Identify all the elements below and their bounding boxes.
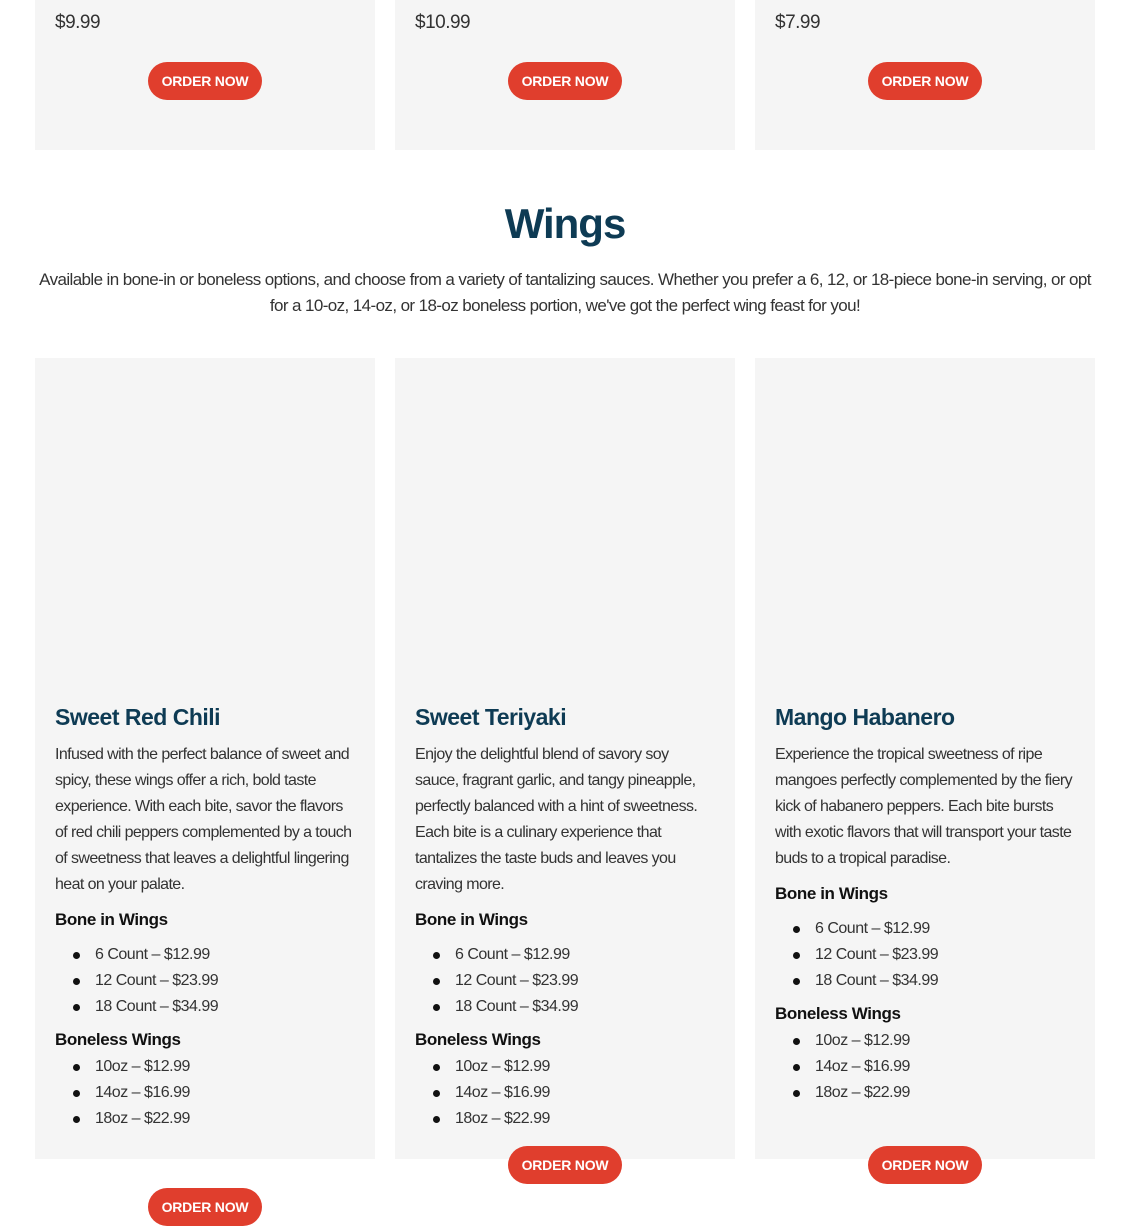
- boneless-list: [415, 1054, 715, 1132]
- list-item-label: 18oz – $22.99: [815, 1084, 910, 1101]
- bullet-icon: [433, 952, 440, 959]
- wing-description: Infused with the perfect balance of sweet and spicy, these wings offer a rich, bold taste experience. With each bite, savor the flavors of red chili peppers complemented by a touch of sweetness that leaves a delightful lingering heat on your palate.: [55, 746, 352, 893]
- list-item-label: 18oz – $22.99: [455, 1110, 550, 1127]
- list-item-label: 12 Count – $23.99: [815, 946, 939, 963]
- top-product-cards: [35, 0, 1095, 150]
- list-item: [95, 1080, 355, 1106]
- bullet-icon: [793, 1038, 800, 1045]
- list-item: [95, 1054, 355, 1080]
- wing-card-body: [55, 700, 355, 1138]
- bullet-icon: [73, 1116, 80, 1123]
- bullet-icon: [793, 1064, 800, 1071]
- list-item-label: 10oz – $12.99: [815, 1032, 910, 1049]
- list-item: [815, 1054, 1075, 1080]
- boneless-list: [775, 1028, 1075, 1106]
- wing-card: [35, 358, 375, 1215]
- bullet-icon: [433, 1090, 440, 1097]
- boneless-list: [55, 1054, 355, 1132]
- wing-card: [395, 358, 735, 1173]
- bone-in-list: [775, 916, 1075, 994]
- list-item: [815, 942, 1075, 968]
- list-item-label: 6 Count – $12.99: [455, 946, 570, 963]
- bullet-icon: [433, 1064, 440, 1071]
- bullet-icon: [433, 1116, 440, 1123]
- bullet-icon: [73, 1064, 80, 1071]
- list-item-label: 14oz – $16.99: [455, 1084, 550, 1101]
- list-item: [455, 942, 715, 968]
- wing-description: Enjoy the delightful blend of savory soy sauce, fragrant garlic, and tangy pineapple, perfectly balanced with a hint of sweetness. Each bite is a culinary experience that tantalizes the taste buds and leaves you craving more.: [415, 746, 698, 893]
- product-card: [395, 0, 735, 150]
- section-title: Wings: [504, 200, 626, 247]
- bullet-icon: [433, 978, 440, 985]
- bullet-icon: [793, 926, 800, 933]
- wing-name: Sweet Teriyaki: [415, 704, 567, 730]
- boneless-title: Boneless Wings: [55, 1030, 181, 1049]
- wing-card: [755, 358, 1095, 1173]
- list-item: [455, 968, 715, 994]
- order-now-button[interactable]: ORDER NOW: [508, 1146, 622, 1184]
- bone-in-title: Bone in Wings: [55, 910, 168, 929]
- list-item-label: 10oz – $12.99: [455, 1058, 550, 1075]
- product-image: [35, 358, 375, 688]
- list-item-label: 14oz – $16.99: [95, 1084, 190, 1101]
- wing-name: Mango Habanero: [775, 704, 955, 730]
- wing-name: Sweet Red Chili: [55, 704, 221, 730]
- wing-cards: [35, 358, 1095, 1215]
- bullet-icon: [73, 1090, 80, 1097]
- order-now-button[interactable]: ORDER NOW: [868, 62, 982, 100]
- order-now-button[interactable]: ORDER NOW: [148, 62, 262, 100]
- boneless-title: Boneless Wings: [415, 1030, 541, 1049]
- product-price: $10.99: [415, 12, 471, 33]
- bullet-icon: [73, 952, 80, 959]
- product-card: [755, 0, 1095, 150]
- wing-card-body: [775, 700, 1075, 1112]
- wing-card-body: [415, 700, 715, 1138]
- order-now-button[interactable]: ORDER NOW: [868, 1146, 982, 1184]
- bone-in-title: Bone in Wings: [415, 910, 528, 929]
- list-item: [95, 968, 355, 994]
- list-item-label: 6 Count – $12.99: [95, 946, 210, 963]
- list-item-label: 6 Count – $12.99: [815, 920, 930, 937]
- list-item-label: 12 Count – $23.99: [95, 972, 219, 989]
- list-item: [815, 968, 1075, 994]
- list-item-label: 18oz – $22.99: [95, 1110, 190, 1127]
- bone-in-list: [55, 942, 355, 1020]
- list-item: [95, 942, 355, 968]
- list-item-label: 10oz – $12.99: [95, 1058, 190, 1075]
- boneless-title: Boneless Wings: [775, 1004, 901, 1023]
- bullet-icon: [793, 1090, 800, 1097]
- list-item-label: 18 Count – $34.99: [455, 998, 579, 1015]
- list-item: [455, 1080, 715, 1106]
- bone-in-list: [415, 942, 715, 1020]
- list-item-label: 14oz – $16.99: [815, 1058, 910, 1075]
- list-item: [455, 994, 715, 1020]
- product-image: [395, 358, 735, 688]
- list-item-label: 18 Count – $34.99: [95, 998, 219, 1015]
- list-item-label: 18 Count – $34.99: [815, 972, 939, 989]
- bullet-icon: [73, 1004, 80, 1011]
- list-item: [455, 1106, 715, 1132]
- bone-in-title: Bone in Wings: [775, 884, 888, 903]
- list-item: [815, 1080, 1075, 1106]
- product-card: [35, 0, 375, 150]
- list-item: [95, 994, 355, 1020]
- list-item-label: 12 Count – $23.99: [455, 972, 579, 989]
- product-price: $9.99: [55, 12, 101, 33]
- product-price: $7.99: [775, 12, 821, 33]
- list-item: [95, 1106, 355, 1132]
- list-item: [815, 916, 1075, 942]
- bullet-icon: [793, 978, 800, 985]
- product-image: [755, 358, 1095, 688]
- bullet-icon: [433, 1004, 440, 1011]
- list-item: [455, 1054, 715, 1080]
- bullet-icon: [793, 952, 800, 959]
- order-now-button[interactable]: ORDER NOW: [508, 62, 622, 100]
- bullet-icon: [73, 978, 80, 985]
- wing-description: Experience the tropical sweetness of ripe mangoes perfectly complemented by the fiery kick of habanero peppers. Each bite bursts with exotic flavors that will transport your taste buds to a tropical paradise.: [775, 746, 1073, 867]
- list-item: [815, 1028, 1075, 1054]
- order-now-button[interactable]: ORDER NOW: [148, 1188, 262, 1226]
- section-description: Available in bone-in or boneless options, and choose from a variety of tantalizing sauces. Whether you prefer a 6, 12, or 18-piece bone-in serving, or opt for a 10-oz, 14-oz, or 18-oz boneless portion, we've got the perfect wing feast for you!: [39, 270, 1091, 315]
